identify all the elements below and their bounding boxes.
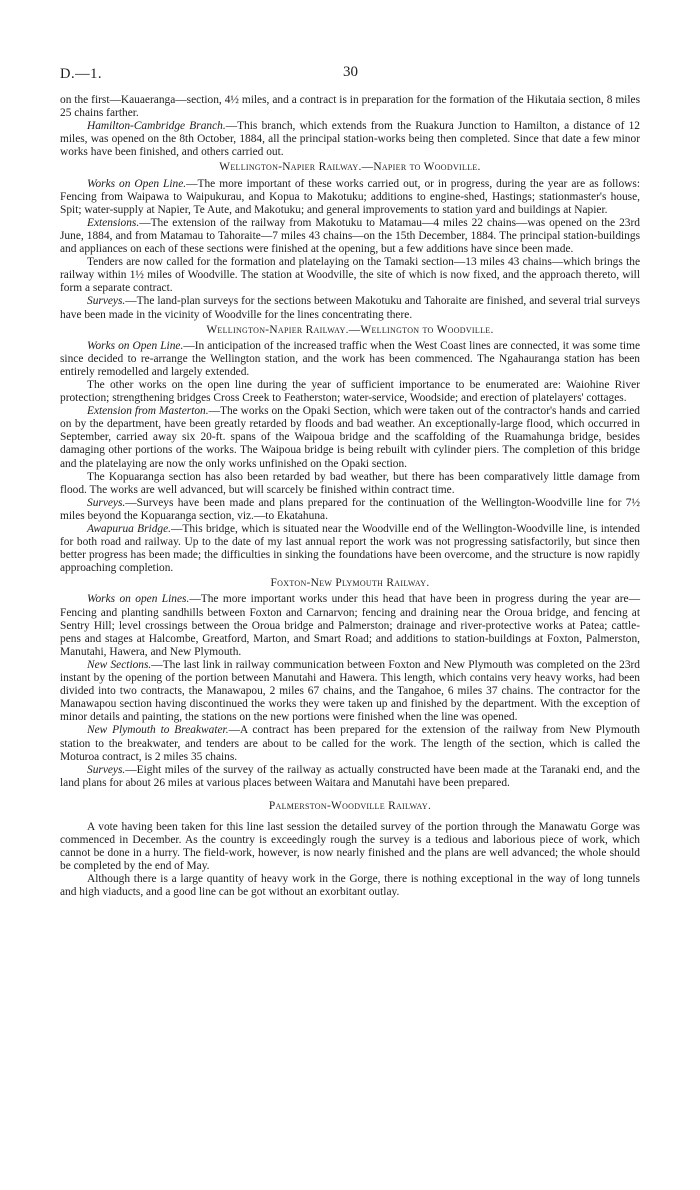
paragraph-lead: Extension from Masterton.	[87, 405, 209, 418]
section-heading: Palmerston-Woodville Railway.	[268, 799, 432, 812]
paragraph-text: on the first—Kauaeranga—section, 4½ miles, and a contract is in preparation for the formation of the Hikutaia section, 8 miles 25 chains farther.	[60, 94, 640, 120]
paragraph-lead: Hamilton-Cambridge Branch.	[87, 120, 226, 133]
paragraph	[60, 724, 640, 763]
paragraph	[60, 178, 640, 217]
paragraph-text: —The more important works under this head that have been in progress during the year are—Fencing and planting sandhills between Foxton and Carnarvon; fencing and draining near the Oroua bridge, and fencing at Sentry Hill; level crossings between the Oroua bridge and Palmerston; drainage and river-protective works at Patea; cattle-pens and stages at Halcombe, Greatford, Marton, and Smart Road; and additions to station-buildings at Foxton, Palmerston, Manutahi, Hawera, and New Plymouth.	[60, 593, 640, 658]
paragraph	[60, 405, 640, 470]
paragraph-lead: Works on Open Line.	[87, 339, 184, 352]
paragraph-lead: Surveys.	[87, 295, 126, 308]
paragraph	[60, 873, 640, 899]
paragraph-lead: Surveys.	[87, 496, 126, 509]
paragraph	[60, 340, 640, 379]
paragraph-text: —Eight miles of the survey of the railway as actually constructed have been made at the Taranaki end, and the land plans for about 26 miles at various places between Waitara and Manutahi have been prepared.	[60, 763, 640, 789]
paragraph	[60, 120, 640, 159]
paragraph-text: —Surveys have been made and plans prepared for the continuation of the Wellington-Woodville line for 7½ miles beyond the Kopuaranga section, viz.—to Ekatahuna.	[60, 496, 640, 522]
paragraph-text: —The land-plan surveys for the sections between Makotuku and Tahoraite are finished, and several trial surveys have been made in the vicinity of Woodville for the lines concentrating there.	[60, 295, 640, 321]
paragraph-text: —A contract has been prepared for the extension of the railway from New Plymouth station to the breakwater, and tenders are about to be called for the work. The length of the section, which is called the Moturoa contract, is 2 miles 35 chains.	[60, 724, 640, 763]
paragraph-text: A vote having been taken for this line last session the detailed survey of the portion through the Manawatu Gorge was commenced in December. As the country is exceedingly rough the survey is a tedious and laborious piece of work, which cannot be done in a hurry. The field-work, however, is now nearly finished and the plans are well advanced; the whole should be completed by the end of May.	[60, 820, 640, 873]
paragraph	[60, 471, 640, 497]
paragraph-lead: Surveys.	[87, 763, 126, 776]
paragraph	[60, 379, 640, 405]
section-heading: Wellington-Napier Railway.—Wellington to Woodville.	[206, 323, 494, 336]
paragraph-text: —The works on the Opaki Section, which were taken out of the contractor's hands and carried on by the department, have been greatly retarded by floods and bad weather. An exceptionally-large flood, which occurred in September, carried away six 20-ft. spans of the Waipoua bridge and the scaffolding of the Ruamahunga bridge, besides damaging other portions of the works. The Waipoua bridge is being rebuilt with cylinder piers. The completion of this bridge and the platelaying are now the only works unfinished on the Opaki section.	[60, 405, 640, 470]
paragraph-lead: Works on Open Line.	[87, 177, 187, 190]
paragraph-text: —This branch, which extends from the Ruakura Junction to Hamilton, a distance of 12 miles, was opened on the 8th October, 1884, all the principal station-works being then completed. Since that date a few minor works have been finished, and others carried out.	[60, 120, 641, 159]
paragraph-text: Although there is a large quantity of heavy work in the Gorge, there is nothing exceptional in the way of long tunnels and high viaducts, and a good line can be got without an exorbitant outlay.	[60, 873, 640, 899]
paragraph	[60, 497, 640, 523]
section-heading: Wellington-Napier Railway.—Napier to Woodville.	[219, 161, 481, 174]
paragraph-text: —This bridge, which is situated near the Woodville end of the Wellington-Woodville line, is intended for both road and railway. Up to the date of my last annual report the work was not progressing satisfactorily, but since then better progress has been made; the difficulties in sinking the foundations have been overcome, and the structure is now rapidly approaching completion.	[60, 523, 640, 575]
paragraph	[60, 94, 640, 120]
paragraph	[60, 295, 640, 321]
paragraph-lead: Works on open Lines.	[87, 593, 190, 606]
paragraph-lead: Awapurua Bridge.	[87, 523, 171, 535]
document-reference: D.—1.	[60, 66, 102, 82]
body-text	[60, 94, 640, 900]
paragraph-text: The Kopuaranga section has also been retarded by bad weather, but there has been comparatively little damage from flood. The works are well advanced, but will scarcely be finished within contract time.	[60, 470, 640, 496]
paragraph-lead: New Plymouth to Breakwater.	[87, 724, 229, 737]
section-heading: Foxton-New Plymouth Railway.	[270, 577, 430, 590]
paragraph-lead: New Sections.	[87, 658, 152, 671]
page-number: 30	[343, 64, 358, 80]
paragraph	[60, 523, 640, 575]
paragraph-text: The other works on the open line during the year of sufficient importance to be enumerated are: Waiohine River protection; strengthening bridges Cross Creek to Featherston; water-service, Woodside; and erection of platelayers' cottages.	[60, 378, 640, 405]
paragraph	[60, 659, 640, 724]
paragraph	[60, 593, 640, 658]
paragraph-text: —The last link in railway communication between Foxton and New Plymouth was completed on the 23rd instant by the opening of the portion between Manutahi and Hawera. This length, which contains very heavy works, had been divided into two contracts, the Manawapou, 2 miles 67 chains, and the Tangahoe, 6 miles 37 chains. The contractor for the Manawapou section having discontinued the works they were taken up and finished by the department. With the exception of minor details and painting, the stations on the new portions were finished when the line was opened.	[60, 658, 641, 724]
paragraph-text: —The extension of the railway from Makotuku to Matamau—4 miles 22 chains—was opened on the 23rd June, 1884, and from Matamau to Tahoraite—7 miles 43 chains—on the 15th December, 1884. The principal station-buildings and appliances on each of these sections were finished at the opening, but a few additions have since been made.	[60, 216, 640, 256]
paragraph	[60, 217, 640, 256]
paragraph	[60, 821, 640, 873]
paragraph	[60, 256, 640, 295]
paragraph-text: —The more important of these works carried out, or in progress, during the year are as follows: Fencing from Waipawa to Waipukurau, and Kopua to Makotuku; additions to engine-shed, Hastings; stationmaster's house, Spit; water-supply at Napier, Te Aute, and Makotuku; and general improvements to station yard and buildings at Napier.	[60, 177, 640, 216]
paragraph	[60, 764, 640, 790]
paragraph-text: Tenders are now called for the formation and platelaying on the Tamaki section—13 miles 43 chains—which brings the railway within 1½ miles of Woodville. The station at Woodville, the site of which is now fixed, and the approach thereto, will form a separate contract.	[60, 256, 640, 295]
document-page	[60, 64, 640, 900]
paragraph-text: —In anticipation of the increased traffic when the West Coast lines are connected, it was some time since decided to re-arrange the Wellington station, and the work has been commenced. The Ngahauranga station has been entirely remodelled and largely extended.	[60, 339, 641, 378]
page-header	[60, 64, 640, 94]
paragraph-lead: Extensions.	[87, 216, 140, 229]
